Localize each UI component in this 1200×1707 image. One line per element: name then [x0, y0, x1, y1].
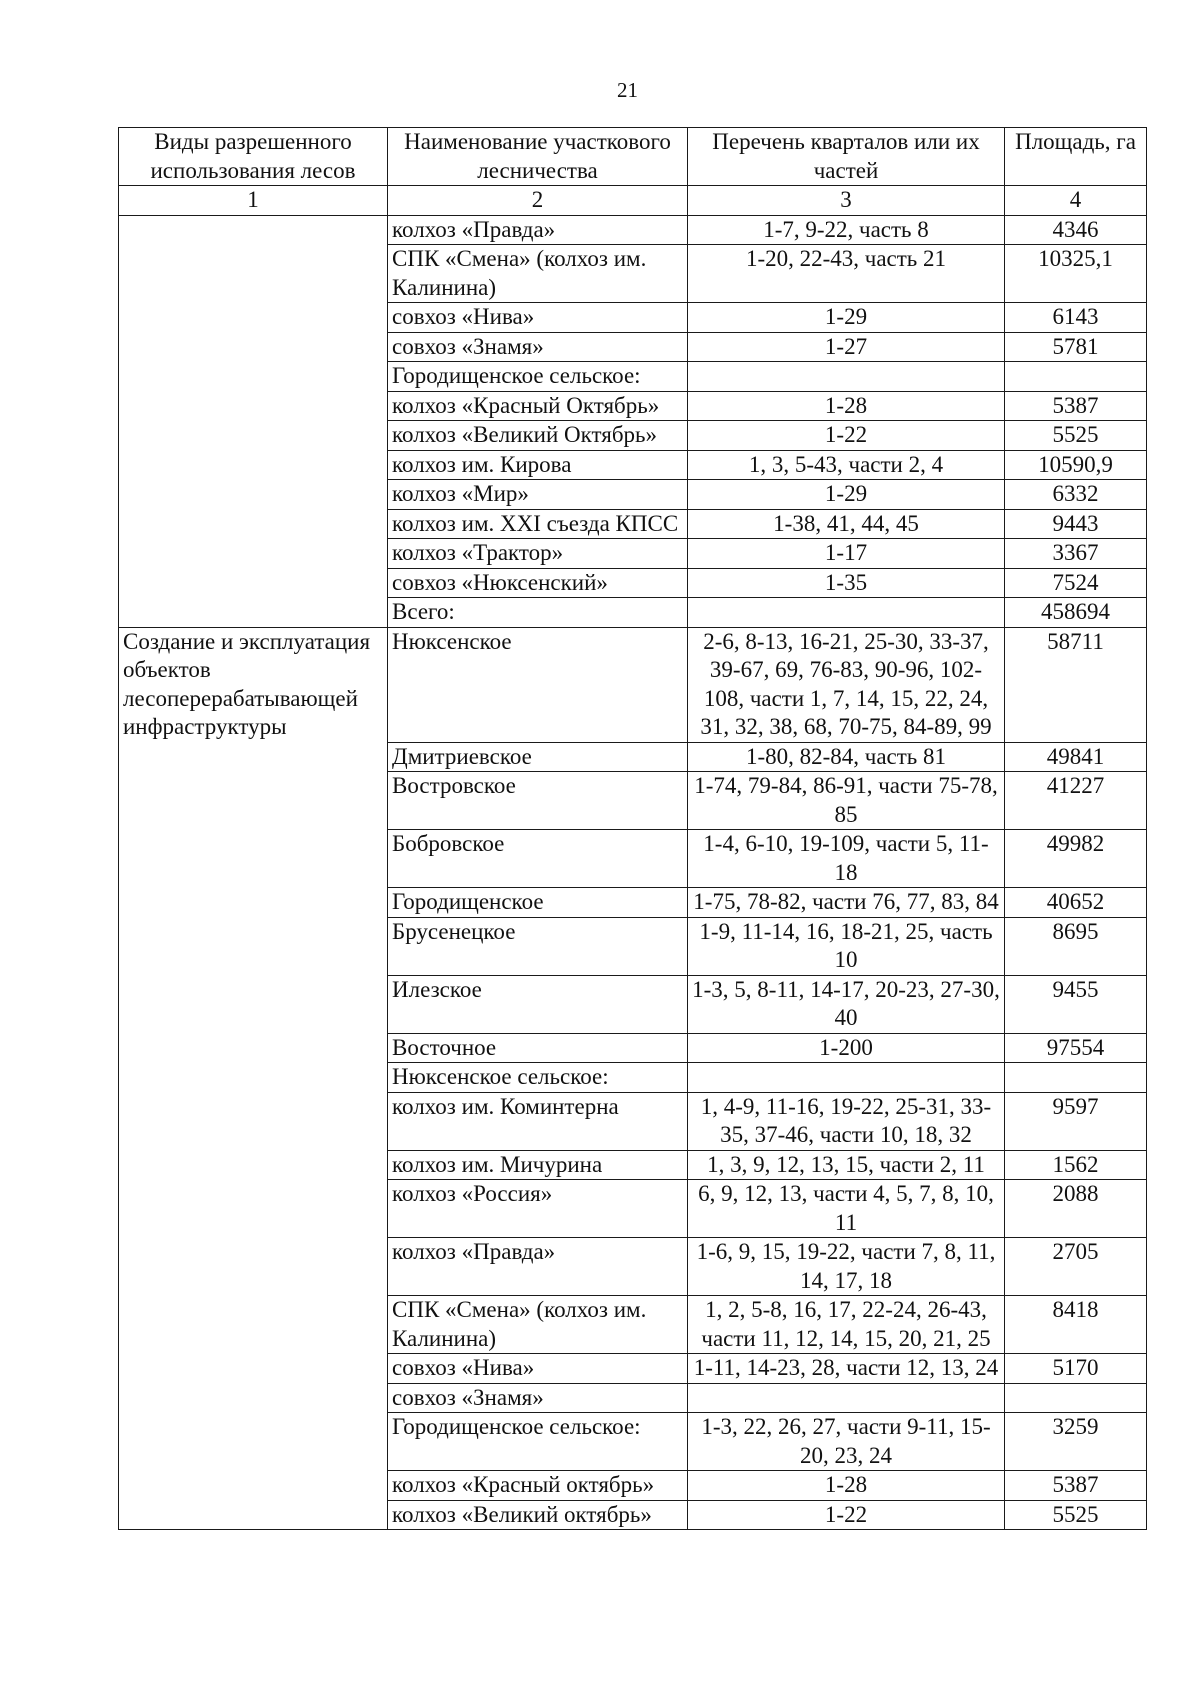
- quarters-cell: 1-6, 9, 15, 19-22, части 7, 8, 11, 14, 17, 18: [688, 1238, 1005, 1296]
- forestry-name-cell: колхоз «Мир»: [388, 480, 688, 510]
- area-cell: 3367: [1005, 539, 1147, 569]
- area-cell: 2705: [1005, 1238, 1147, 1296]
- quarters-cell: [688, 598, 1005, 628]
- area-cell: 8418: [1005, 1296, 1147, 1354]
- quarters-cell: 1-3, 5, 8-11, 14-17, 20-23, 27-30, 40: [688, 975, 1005, 1033]
- forestry-name-cell: колхоз «Красный октябрь»: [388, 1471, 688, 1501]
- quarters-cell: 1-3, 22, 26, 27, части 9-11, 15-20, 23, 24: [688, 1413, 1005, 1471]
- column-number: 3: [688, 186, 1005, 216]
- area-cell: 6332: [1005, 480, 1147, 510]
- area-cell: 5525: [1005, 1500, 1147, 1530]
- quarters-cell: 1-29: [688, 480, 1005, 510]
- area-cell: 58711: [1005, 627, 1147, 742]
- column-number: 4: [1005, 186, 1147, 216]
- forestry-name-cell: колхоз «Красный Октябрь»: [388, 391, 688, 421]
- column-number: 2: [388, 186, 688, 216]
- quarters-cell: 1-38, 41, 44, 45: [688, 509, 1005, 539]
- forest-use-table: [118, 127, 1147, 1530]
- forestry-name-cell: колхоз «Великий Октябрь»: [388, 421, 688, 451]
- quarters-cell: 1-29: [688, 303, 1005, 333]
- quarters-cell: 1, 3, 9, 12, 13, 15, части 2, 11: [688, 1150, 1005, 1180]
- quarters-cell: 1-17: [688, 539, 1005, 569]
- quarters-cell: 1-28: [688, 391, 1005, 421]
- area-cell: 2088: [1005, 1180, 1147, 1238]
- quarters-cell: 1-4, 6-10, 19-109, части 5, 11-18: [688, 830, 1005, 888]
- table-row: [119, 215, 1147, 245]
- forestry-name-cell: Городищенское сельское:: [388, 362, 688, 392]
- area-cell: 9455: [1005, 975, 1147, 1033]
- header-forestry-name: Наименование участкового лесничества: [388, 128, 688, 186]
- quarters-cell: [688, 1383, 1005, 1413]
- header-use-type: Виды разрешенного использования лесов: [119, 128, 388, 186]
- forestry-name-cell: колхоз «Великий октябрь»: [388, 1500, 688, 1530]
- category-cell-empty: [119, 215, 388, 627]
- area-cell: 5170: [1005, 1354, 1147, 1384]
- forestry-name-cell: Восточное: [388, 1033, 688, 1063]
- quarters-cell: 1-27: [688, 332, 1005, 362]
- area-cell: 5525: [1005, 421, 1147, 451]
- area-cell: 3259: [1005, 1413, 1147, 1471]
- area-cell: 10325,1: [1005, 245, 1147, 303]
- forestry-name-cell: колхоз «Правда»: [388, 215, 688, 245]
- quarters-cell: 1, 2, 5-8, 16, 17, 22-24, 26-43, части 11, 12, 14, 15, 20, 21, 25: [688, 1296, 1005, 1354]
- header-quarters-list: Перечень кварталов или их частей: [688, 128, 1005, 186]
- forestry-name-cell: Илезское: [388, 975, 688, 1033]
- quarters-cell: 1-7, 9-22, часть 8: [688, 215, 1005, 245]
- quarters-cell: 1-9, 11-14, 16, 18-21, 25, часть 10: [688, 917, 1005, 975]
- forestry-name-cell: колхоз «Трактор»: [388, 539, 688, 569]
- area-cell: 5387: [1005, 391, 1147, 421]
- forestry-name-cell: Брусенецкое: [388, 917, 688, 975]
- forestry-name-cell: колхоз «Россия»: [388, 1180, 688, 1238]
- quarters-cell: 2-6, 8-13, 16-21, 25-30, 33-37, 39-67, 69, 76-83, 90-96, 102-108, части 1, 7, 14, 15, 22, 24, 31, 32, 38, 68, 70-75, 84-89, 99: [688, 627, 1005, 742]
- forestry-name-cell: совхоз «Нива»: [388, 1354, 688, 1384]
- total-area: 458694: [1005, 598, 1147, 628]
- area-cell: 41227: [1005, 772, 1147, 830]
- area-cell: 9597: [1005, 1092, 1147, 1150]
- area-cell: 1562: [1005, 1150, 1147, 1180]
- forestry-name-cell: совхоз «Нюксенский»: [388, 568, 688, 598]
- column-number: 1: [119, 186, 388, 216]
- forestry-name-cell: Нюксенское: [388, 627, 688, 742]
- category-cell: [119, 627, 388, 1530]
- area-cell: 49982: [1005, 830, 1147, 888]
- quarters-cell: 1-80, 82-84, часть 81: [688, 742, 1005, 772]
- column-number-row: [119, 186, 1147, 216]
- quarters-cell: 1-28: [688, 1471, 1005, 1501]
- forestry-name-cell: совхоз «Знамя»: [388, 332, 688, 362]
- forestry-name-cell: колхоз им. Кирова: [388, 450, 688, 480]
- quarters-cell: 6, 9, 12, 13, части 4, 5, 7, 8, 10, 11: [688, 1180, 1005, 1238]
- forestry-name-cell: колхоз им. XXI съезда КПСС: [388, 509, 688, 539]
- total-label: Всего:: [388, 598, 688, 628]
- forestry-name-cell: Востровское: [388, 772, 688, 830]
- quarters-cell: 1-74, 79-84, 86-91, части 75-78, 85: [688, 772, 1005, 830]
- quarters-cell: [688, 362, 1005, 392]
- forestry-name-cell: Нюксенское сельское:: [388, 1063, 688, 1093]
- quarters-cell: 1-75, 78-82, части 76, 77, 83, 84: [688, 888, 1005, 918]
- quarters-cell: 1, 4-9, 11-16, 19-22, 25-31, 33-35, 37-46, части 10, 18, 32: [688, 1092, 1005, 1150]
- table-row: [119, 627, 1147, 742]
- header-row: [119, 128, 1147, 186]
- category-label: Создание и эксплуатация объектов лесоперерабатывающей инфраструктуры: [123, 628, 371, 739]
- forestry-name-cell: Бобровское: [388, 830, 688, 888]
- forestry-name-cell: совхоз «Нива»: [388, 303, 688, 333]
- area-cell: 97554: [1005, 1033, 1147, 1063]
- area-cell: 8695: [1005, 917, 1147, 975]
- quarters-cell: 1-20, 22-43, часть 21: [688, 245, 1005, 303]
- area-cell: [1005, 1063, 1147, 1093]
- area-cell: 7524: [1005, 568, 1147, 598]
- quarters-cell: 1-200: [688, 1033, 1005, 1063]
- quarters-cell: 1, 3, 5-43, части 2, 4: [688, 450, 1005, 480]
- area-cell: 5387: [1005, 1471, 1147, 1501]
- area-cell: 6143: [1005, 303, 1147, 333]
- forestry-name-cell: Городищенское: [388, 888, 688, 918]
- area-cell: [1005, 362, 1147, 392]
- area-cell: [1005, 1383, 1147, 1413]
- forestry-name-cell: Городищенское сельское:: [388, 1413, 688, 1471]
- forestry-name-cell: совхоз «Знамя»: [388, 1383, 688, 1413]
- area-cell: 10590,9: [1005, 450, 1147, 480]
- forestry-name-cell: колхоз им. Мичурина: [388, 1150, 688, 1180]
- forestry-name-cell: СПК «Смена» (колхоз им. Калинина): [388, 1296, 688, 1354]
- forestry-name-cell: СПК «Смена» (колхоз им. Калинина): [388, 245, 688, 303]
- area-cell: 49841: [1005, 742, 1147, 772]
- quarters-cell: 1-35: [688, 568, 1005, 598]
- area-cell: 9443: [1005, 509, 1147, 539]
- quarters-cell: [688, 1063, 1005, 1093]
- area-cell: 4346: [1005, 215, 1147, 245]
- area-cell: 40652: [1005, 888, 1147, 918]
- forestry-name-cell: колхоз им. Коминтерна: [388, 1092, 688, 1150]
- forestry-name-cell: колхоз «Правда»: [388, 1238, 688, 1296]
- quarters-cell: 1-22: [688, 421, 1005, 451]
- quarters-cell: 1-11, 14-23, 28, части 12, 13, 24: [688, 1354, 1005, 1384]
- area-cell: 5781: [1005, 332, 1147, 362]
- quarters-cell: 1-22: [688, 1500, 1005, 1530]
- forestry-name-cell: Дмитриевское: [388, 742, 688, 772]
- page-number: 21: [617, 78, 638, 102]
- header-area: Площадь, га: [1005, 128, 1147, 186]
